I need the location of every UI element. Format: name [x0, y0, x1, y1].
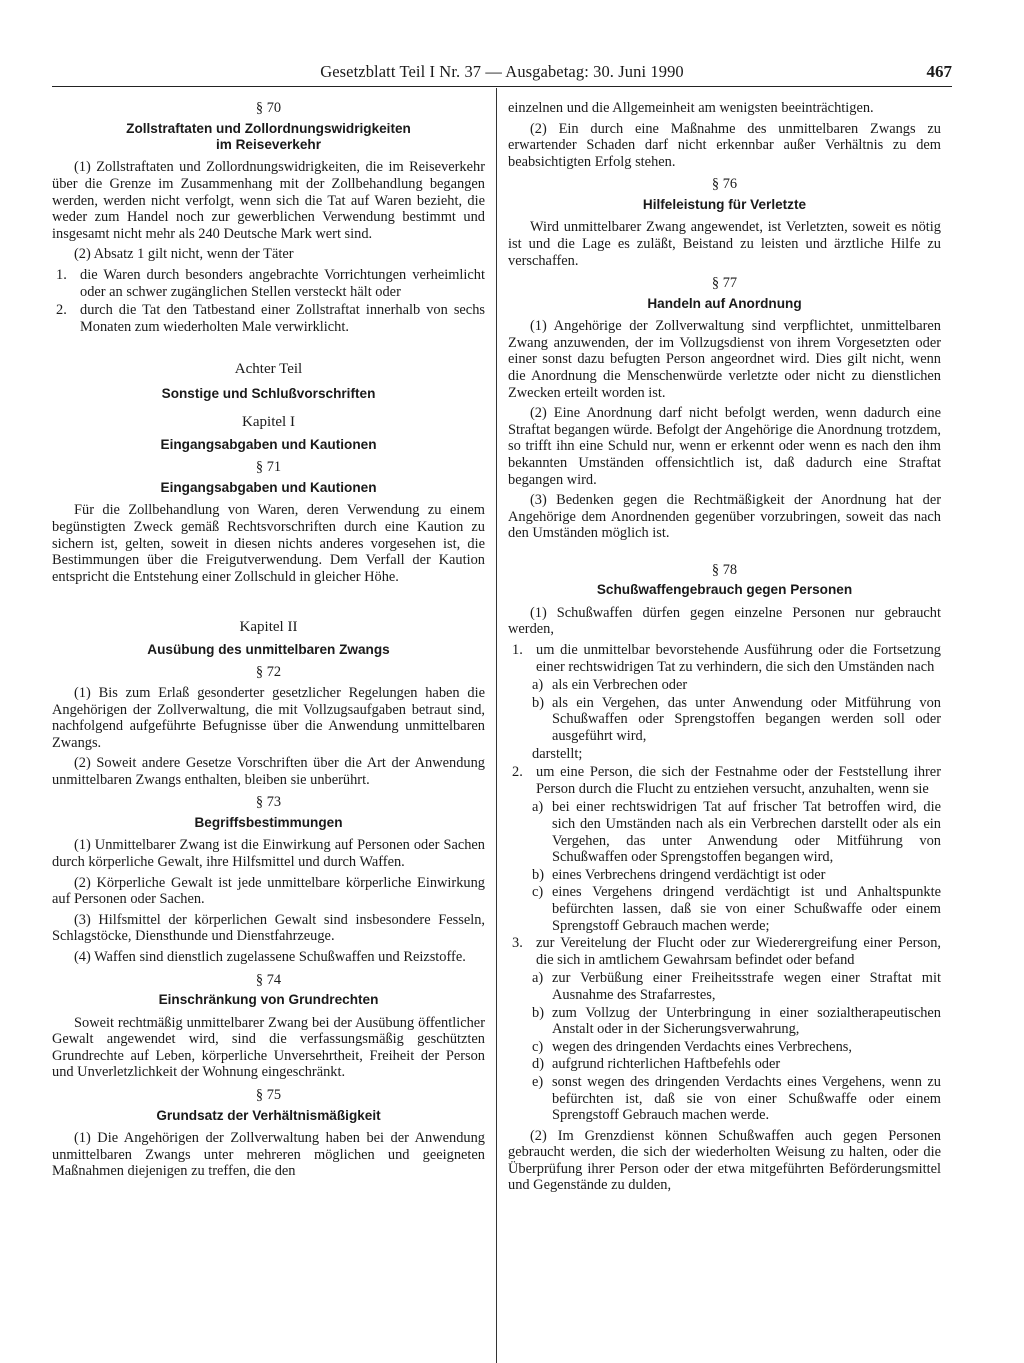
sub-list-item-letter: a)	[532, 677, 544, 694]
sub-list-item	[508, 1074, 941, 1124]
section-number: § 77	[711, 275, 738, 292]
section-number: § 72	[255, 664, 282, 681]
header-title: Gesetzblatt Teil I Nr. 37 — Ausgabetag: 30. Juni 1990	[320, 62, 684, 81]
sub-list-item-letter: a)	[532, 970, 544, 987]
section-title: Handeln auf Anordnung	[647, 295, 802, 311]
section-number: § 70	[255, 100, 282, 116]
list-item	[508, 764, 941, 797]
section-title: Hilfeleistung für Verletzte	[642, 196, 807, 212]
paragraph: (1) Schußwaffen dürfen gegen einzelne Personen nur gebraucht werden,	[508, 604, 941, 638]
page-number: 467	[926, 62, 952, 81]
list-item-text: zur Vereitelung der Flucht oder zur Wiederergreifung einer Person, die sich in amtlichem Gewahrsam befindet oder befand	[536, 935, 941, 968]
paragraph: (1) Angehörige der Zollverwaltung sind verpflichtet, unmittelbaren Zwang anzuwenden, der im Vollzugsdienst von ihrem Vorgesetzten oder einer sonst dazu befugten Person angeordnet wird. Dies gilt nicht, wenn die Anordnung die Menschenwürde verletzte oder nicht zu dienstlichen Zwecken erteilt worden ist.	[508, 318, 941, 401]
paragraph: (1) Die Angehörigen der Zollverwaltung haben bei der Anwendung unmittelbaren Zwangs unter mehreren möglichen und geeigneten Maßnahmen diejenigen zu treffen, die den	[52, 1130, 485, 1180]
sub-list-item-letter: a)	[532, 799, 544, 816]
paragraph: (2) Körperliche Gewalt ist jede unmittelbare körperliche Einwirkung auf Personen oder Sachen.	[52, 874, 485, 908]
section-number: § 75	[255, 1087, 282, 1103]
section-title: Grundsatz der Verhältnismäßigkeit	[156, 1107, 381, 1123]
column-divider	[496, 88, 497, 1363]
sub-list-item-text: als ein Verbrechen oder	[552, 677, 688, 694]
section-title-line: Zollstraftaten und Zollordnungswidrigkeiten	[126, 120, 411, 136]
list-item	[52, 302, 485, 335]
sub-list-item	[508, 695, 941, 745]
paragraph: (2) Eine Anordnung darf nicht befolgt werden, wenn dadurch eine Straftat begangen würde. Befolgt der Angehörige die Anordnung trotzdem, so trifft ihn eine Schuld nur, wenn er erkennt oder wenn es nach den ihm bekannten Umständen offensichtlich ist, daß dadurch eine Straftat begangen wird.	[508, 405, 941, 488]
page-header	[52, 60, 952, 84]
sub-list-item-letter: b)	[532, 1004, 544, 1021]
section-title: Begriffsbestimmungen	[194, 815, 343, 831]
sub-list-item-text: eines Vergehens dringend verdächtigt ist und Anhaltspunkte befürchten lassen, daß sie von einer Schußwaffe oder einem Sprengstoff Gebrauch machen werde;	[552, 884, 941, 934]
list-item-text: um eine Person, die sich der Festnahme oder der Feststellung ihrer Person durch die Flucht zu entziehen versucht, anzuhalten, wenn sie	[536, 764, 941, 797]
numbered-list	[52, 267, 485, 335]
part-subtitle: Sonstige und Schlußvorschriften	[161, 385, 376, 401]
sub-list-item-letter: b)	[532, 866, 544, 883]
sub-list-item-text: aufgrund richterlichen Haftbefehls oder	[552, 1056, 781, 1073]
section-number: § 76	[711, 176, 738, 193]
paragraph: (1) Unmittelbarer Zwang ist die Einwirkung auf Personen oder Sachen durch körperliche Gewalt, ihre Hilfsmittel und durch Waffen.	[52, 837, 485, 871]
paragraph: (2) Ein durch eine Maßnahme des unmittelbaren Zwangs zu erwartender Schaden darf nicht erkennbar außer Verhältnis zu dem beabsichtigten Erfolg stehen.	[508, 120, 941, 170]
numbered-list	[508, 642, 941, 1124]
paragraph: (3) Bedenken gegen die Rechtmäßigkeit der Anordnung hat der Angehörige dem Anordnenden gegenüber vorzubringen, soweit das nach den Umständen möglich ist.	[508, 492, 941, 542]
sub-list-item-letter: e)	[532, 1073, 544, 1090]
part-title: Achter Teil	[234, 361, 303, 378]
paragraph: (2) Soweit andere Gesetze Vorschriften über die Art der Anwendung unmittelbaren Zwangs enthalten, bleiben sie unberührt.	[52, 755, 485, 788]
sub-list-item	[508, 1005, 941, 1038]
chapter-title: Kapitel II	[239, 619, 298, 636]
paragraph: (2) Absatz 1 gilt nicht, wenn der Täter	[74, 246, 294, 263]
sub-list-item	[508, 867, 941, 884]
sub-list-item	[508, 1039, 941, 1056]
paragraph: (2) Im Grenzdienst können Schußwaffen auch gegen Personen gebraucht werden, die sich der wiederholten Weisung zu halten, oder die Überprüfung ihrer Person oder der etwa mitgeführten Beförderungsmittel und Gegenstände zu dulden,	[508, 1127, 941, 1194]
list-item-text: die Waren durch besonders angebrachte Vorrichtungen verheimlicht oder an schwer zugänglichen Stellen versteckt hält oder	[80, 266, 485, 300]
right-column	[508, 100, 941, 1198]
sub-list-item	[508, 799, 941, 865]
list-item-text: durch die Tat den Tatbestand einer Zollstraftat innerhalb von sechs Monaten zum wiederholten Male verwirklicht.	[80, 302, 485, 335]
paragraph: (1) Bis zum Erlaß gesonderter gesetzlicher Regelungen haben die Angehörigen der Zollverwaltung, die mit Vollzugsaufgaben betraut sind, nachfolgend aufgeführte Befugnisse über die Anwendung unmittelbaren Zwangs.	[52, 684, 485, 751]
list-item-number: 2.	[56, 302, 67, 319]
paragraph: Wird unmittelbarer Zwang angewendet, ist Verletzten, soweit es nötig ist und die Lage es zuläßt, Beistand zu leisten und ärztliche Hilfe zu verschaffen.	[508, 219, 941, 269]
sub-list-item	[508, 884, 941, 934]
sub-list-item-text: zum Vollzug der Unterbringung in einer sozialtherapeutischen Anstalt oder in der Sicherungsverwahrung,	[552, 1004, 941, 1038]
sub-list-item-text: eines Verbrechens dringend verdächtigt ist oder	[552, 866, 826, 883]
sub-list-item	[508, 677, 941, 694]
section-title: Einschränkung von Grundrechten	[158, 992, 379, 1008]
header-rule	[52, 86, 952, 87]
section-title	[52, 121, 485, 154]
left-column	[52, 100, 485, 1184]
sub-list-item-text: als ein Vergehen, das unter Anwendung oder Mitführung von Schußwaffen oder Sprengstoffen begangen werden soll oder ausgeführt wird,	[552, 694, 941, 745]
sub-list-item-text: bei einer rechtswidrigen Tat auf frischer Tat betroffen wird, die sich den Umständen nach als ein Verbrechen darstellt oder als ein Vergehen, das unter Anwendung oder Mitführung von Schußwaffen oder Sprengstoffen begangen wird,	[552, 799, 941, 866]
list-item	[508, 935, 941, 968]
sub-list-item	[508, 1056, 941, 1073]
section-title-line: im Reiseverkehr	[215, 137, 322, 152]
section-title: Eingangsabgaben und Kautionen	[160, 479, 377, 495]
paragraph: Für die Zollbehandlung von Waren, deren Verwendung zu einem begünstigten Zweck gemäß Rechtsvorschriften durch eine Kaution zu sichern ist, gelten, soweit in diesen nichts anderes vorgesehen ist, die Bestimmungen über die Freigutverwendung. Dem Verfall der Kaution entspricht die Entstehung einer Zollschuld in gleicher Höhe.	[52, 502, 485, 585]
paragraph: einzelnen und die Allgemeinheit am wenigsten beeinträchtigen.	[508, 100, 874, 116]
list-item-number: 1.	[56, 266, 67, 283]
sub-list-item-text: wegen des dringenden Verdachts eines Verbrechens,	[552, 1038, 852, 1055]
sub-list-item-letter: c)	[532, 884, 544, 901]
chapter-subtitle: Eingangsabgaben und Kautionen	[160, 436, 377, 452]
chapter-subtitle: Ausübung des unmittelbaren Zwangs	[147, 641, 390, 657]
paragraph: Soweit rechtmäßig unmittelbarer Zwang bei der Ausübung öffentlicher Gewalt angewendet wird, sind die verfassungsmäßig geschützten Grundrechte auf Leben, körperliche Unversehrtheit, Freiheit der Person und Unverletzlichkeit der Wohnung eingeschränkt.	[52, 1014, 485, 1081]
section-number: § 74	[255, 971, 282, 988]
sub-list-item	[508, 970, 941, 1003]
sub-list-item-letter: b)	[532, 694, 544, 711]
chapter-title: Kapitel I	[242, 414, 295, 431]
paragraph: (1) Zollstraftaten und Zollordnungswidrigkeiten, die im Reiseverkehr über die Grenze im Zusammenhang mit der Zollbehandlung begangen werden, werden nicht verfolgt, wenn sich die Tat auf Waren bezieht, die weder zum Handel noch zur gewerblichen Verwendung bestimmt und insgesamt nicht mehr als 240 Deutsche Mark wert sind.	[52, 159, 485, 242]
list-item-number: 1.	[512, 642, 523, 659]
section-number: § 78	[711, 561, 738, 578]
list-item-text: um die unmittelbar bevorstehende Ausführung oder die Fortsetzung einer rechtswidrigen Tat zu verhindern, die sich den Umständen nach	[536, 642, 941, 675]
sub-list-item-letter: c)	[532, 1038, 544, 1055]
section-number: § 71	[255, 459, 282, 476]
list-item	[508, 642, 941, 675]
sub-list-item-text: zur Verbüßung einer Freiheitsstrafe wegen einer Straftat mit Ausnahme des Strafarrestes,	[552, 970, 941, 1003]
section-title: Schußwaffengebrauch gegen Personen	[596, 582, 853, 598]
list-item-number: 2.	[512, 764, 523, 781]
paragraph: (4) Waffen sind dienstlich zugelassene Schußwaffen und Reizstoffe.	[74, 949, 466, 966]
sub-list-item-letter: d)	[532, 1056, 544, 1073]
paragraph: (3) Hilfsmittel der körperlichen Gewalt sind insbesondere Fesseln, Schlagstöcke, Diensthunde und Dienstfahrzeuge.	[52, 911, 485, 945]
list-item	[52, 267, 485, 300]
list-item-number: 3.	[512, 935, 523, 952]
sub-list-item-text: sonst wegen des dringenden Verdachts eines Vergehens, wenn zu befürchten ist, daß sie von einer Schußwaffe oder einem Sprengstoff Gebrauch machen werde.	[552, 1073, 941, 1124]
section-number: § 73	[255, 794, 282, 811]
list-item-continuation: darstellt;	[532, 745, 583, 762]
